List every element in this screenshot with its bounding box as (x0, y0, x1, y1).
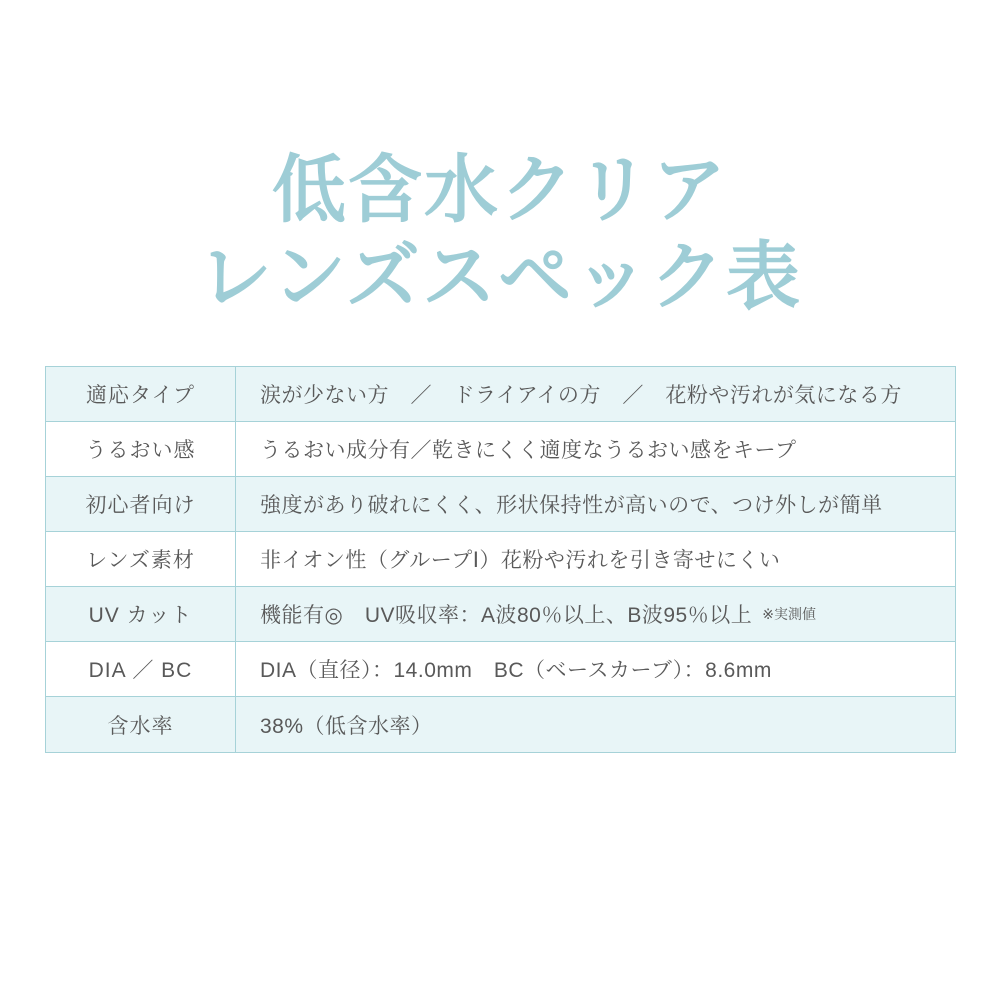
spec-value-text: 非イオン性（グループⅠ）花粉や汚れを引き寄せにくい (260, 549, 781, 572)
spec-value-text: 強度があり破れにくく、形状保持性が高いので、つけ外しが簡単 (260, 494, 883, 517)
table-row (46, 422, 955, 477)
spec-value (236, 642, 955, 696)
spec-value (236, 587, 955, 641)
spec-value (236, 697, 955, 752)
spec-label: 初心者向け (46, 477, 236, 531)
spec-value-note: ※実測値 (762, 606, 816, 622)
table-row (46, 367, 955, 422)
spec-value (236, 367, 955, 421)
table-row (46, 642, 955, 697)
spec-value (236, 532, 955, 586)
spec-label: レンズ素材 (46, 532, 236, 586)
table-row (46, 697, 955, 752)
page-title-line2: レンズスペック表 (198, 235, 802, 318)
spec-value-text: DIA（直径）：14.0mm BC（ベースカーブ）：8.6mm (260, 659, 772, 682)
spec-table (45, 366, 956, 753)
page-title-line1: 低含水クリア (272, 148, 728, 231)
spec-label: DIA ／ BC (46, 642, 236, 696)
page-title (0, 146, 1000, 320)
table-row (46, 477, 955, 532)
spec-value-text: 38%（低含水率） (260, 714, 433, 738)
spec-value-text: 涙が少ない方 ／ ドライアイの方 ／ 花粉や汚れが気になる方 (260, 384, 902, 407)
spec-label: UV カット (46, 587, 236, 641)
spec-value (236, 477, 955, 531)
spec-value-text: 機能有◎ UV吸収率：A波80％以上、B波95％以上 (260, 604, 753, 627)
table-row (46, 587, 955, 642)
spec-label: 適応タイプ (46, 367, 236, 421)
spec-label: 含水率 (46, 697, 236, 752)
spec-value (236, 422, 955, 476)
spec-value-text: うるおい成分有／乾きにくく適度なうるおい感をキープ (260, 439, 797, 462)
table-row (46, 532, 955, 587)
spec-label: うるおい感 (46, 422, 236, 476)
